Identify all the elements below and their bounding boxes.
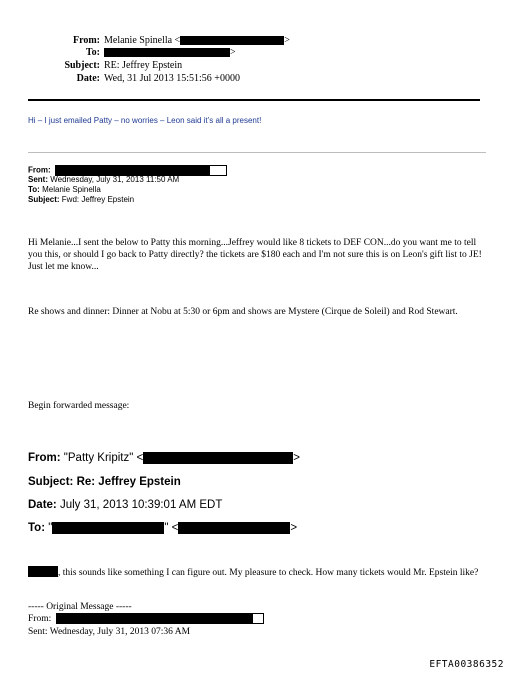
inner-to-label: To:: [28, 185, 40, 194]
header-from-value: Melanie Spinella <: [104, 35, 181, 46]
header-to-close: >: [230, 47, 236, 58]
original-from-row: [28, 613, 264, 625]
inner-sent-value: Wednesday, July 31, 2013 11:50 AM: [50, 175, 180, 184]
reply-line: Hi – I just emailed Patty – no worries – Leon said it’s all a present!: [28, 116, 262, 125]
body-paragraph-1: Hi Melanie...I sent the below to Patty this morning...Jeffrey would like 8 tickets to DEF CON...do you want me to tell you this, or should I go back to Patty directly? the tickets are $180 each and I'm not sure this is on Leon's gift list to JE! Just let me know...: [28, 238, 482, 272]
fwd-from-row: [28, 452, 300, 464]
redaction-box: [180, 36, 284, 45]
reply-body-text: , this sounds like something I can figure out. My pleasure to check. How many tickets would Mr. Epstein like?: [58, 568, 479, 578]
header-from-label: From:: [72, 35, 100, 46]
header-date-row: [24, 73, 240, 85]
fwd-to-label: To:: [28, 522, 46, 535]
redaction-box: [28, 566, 58, 577]
body-paragraph-2: Re shows and dinner: Dinner at Nobu at 5:30 or 6pm and shows are Mystere (Cirque de Soleil) and Rod Stewart.: [28, 307, 458, 317]
header-subject-row: [24, 60, 182, 72]
inner-subject-value: Fwd: Jeffrey Epstein: [61, 195, 135, 204]
fwd-to-close: >: [290, 522, 298, 535]
fwd-from-value: "Patty Kripitz" <: [63, 452, 144, 465]
inner-to-row: [28, 185, 101, 195]
inner-sent-row: [28, 175, 179, 185]
inner-to-value: Melanie Spinella: [42, 185, 101, 194]
inner-subject-row: [28, 195, 134, 205]
fwd-to-row: [28, 522, 297, 534]
redaction-box: [178, 522, 290, 534]
reply-body-paragraph: [28, 566, 484, 579]
separator-line: [28, 152, 486, 153]
forwarded-intro: Begin forwarded message:: [28, 401, 130, 411]
header-subject-label: Subject:: [64, 60, 100, 71]
fwd-from-label: From:: [28, 452, 61, 465]
header-date-label: Date:: [76, 73, 100, 84]
original-sent-row: [28, 626, 190, 638]
original-sent-value: Wednesday, July 31, 2013 07:36 AM: [49, 627, 191, 637]
document-id: EFTA00386352: [429, 659, 504, 670]
redaction-box: [104, 48, 230, 57]
inner-sent-label: Sent:: [28, 175, 48, 184]
original-message-marker: ----- Original Message -----: [28, 602, 132, 612]
header-divider: [28, 99, 480, 101]
original-sent-label: Sent:: [28, 627, 48, 637]
header-subject-value: RE: Jeffrey Epstein: [104, 60, 183, 71]
fwd-date-row: [28, 499, 222, 511]
header-to-row: [24, 47, 236, 59]
inner-subject-label: Subject:: [28, 195, 60, 204]
header-from-close: >: [284, 35, 290, 46]
fwd-date-label: Date:: [28, 499, 57, 511]
redaction-box: [143, 452, 293, 464]
header-date-value: Wed, 31 Jul 2013 15:51:56 +0000: [104, 73, 240, 84]
redaction-box: [56, 613, 264, 624]
fwd-date-value: July 31, 2013 10:39:01 AM EDT: [59, 499, 223, 511]
fwd-subject-label: Subject:: [28, 476, 74, 488]
header-from-row: [24, 35, 290, 47]
inner-from-label: From:: [28, 165, 51, 175]
fwd-subject-row: [28, 476, 181, 488]
fwd-to-open: ": [48, 522, 53, 535]
header-to-label: To:: [85, 47, 100, 58]
fwd-subject-value: Re: Jeffrey Epstein: [76, 476, 181, 488]
redaction-box: [52, 522, 164, 534]
original-from-label: From:: [28, 614, 52, 624]
fwd-from-close: >: [293, 452, 300, 465]
fwd-to-mid: " <: [164, 522, 179, 535]
